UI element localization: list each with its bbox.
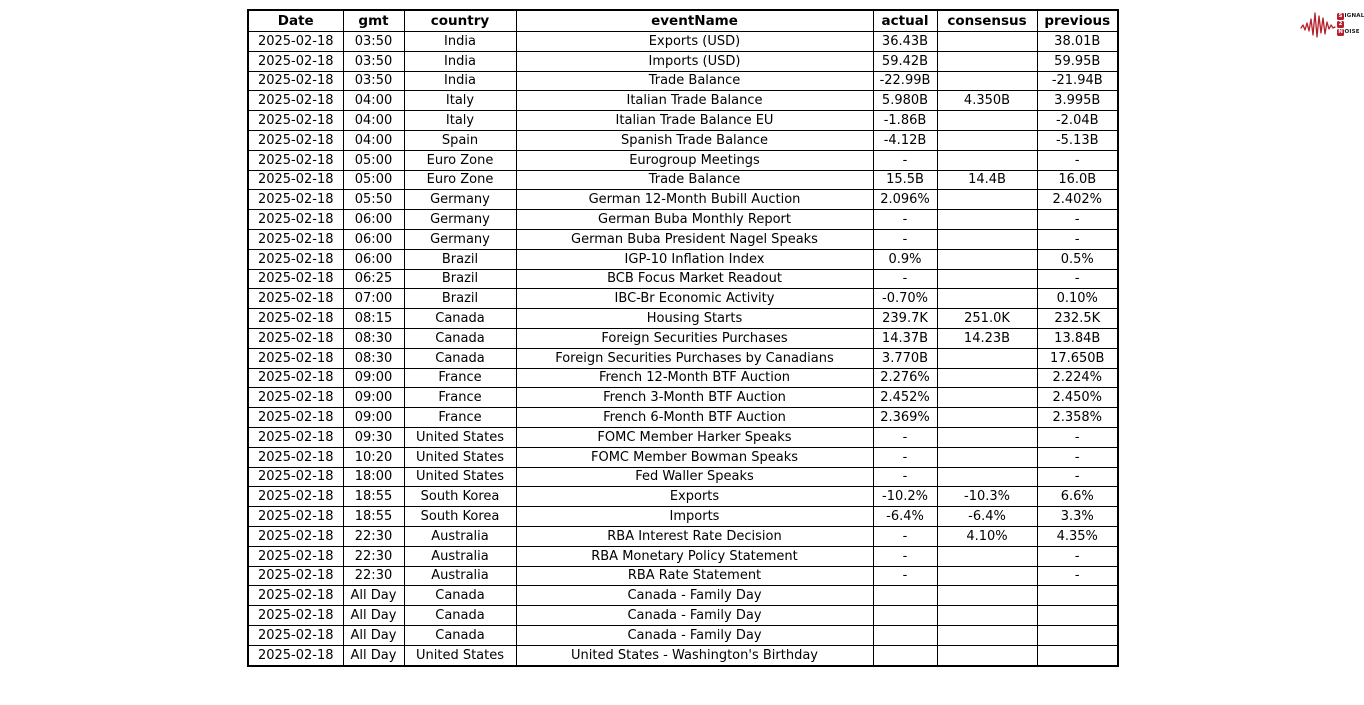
cell-gmt: 10:20 (343, 447, 404, 467)
cell-consensus: 4.10% (937, 526, 1037, 546)
cell-previous: 3.995B (1037, 91, 1118, 111)
cell-date: 2025-02-18 (248, 586, 343, 606)
cell-actual: 14.37B (873, 328, 937, 348)
cell-date: 2025-02-18 (248, 566, 343, 586)
cell-country: Germany (404, 190, 516, 210)
cell-eventname: RBA Rate Statement (516, 566, 873, 586)
cell-actual: - (873, 566, 937, 586)
cell-eventname: Foreign Securities Purchases (516, 328, 873, 348)
cell-country: Germany (404, 229, 516, 249)
cell-eventname: Imports (USD) (516, 51, 873, 71)
cell-previous: 0.10% (1037, 289, 1118, 309)
cell-consensus (937, 467, 1037, 487)
cell-actual: -4.12B (873, 130, 937, 150)
table-row (248, 71, 1118, 91)
logo-line-2 (1337, 21, 1364, 28)
cell-gmt: 06:00 (343, 249, 404, 269)
cell-previous: 17.650B (1037, 348, 1118, 368)
cell-date: 2025-02-18 (248, 447, 343, 467)
cell-gmt: 03:50 (343, 32, 404, 52)
table-row (248, 645, 1118, 665)
signal2noise-logo (1300, 4, 1362, 44)
logo-line-signal (1337, 13, 1364, 20)
cell-consensus (937, 368, 1037, 388)
cell-country: Canada (404, 625, 516, 645)
cell-consensus: -6.4% (937, 507, 1037, 527)
cell-consensus: 251.0K (937, 309, 1037, 329)
table-row (248, 51, 1118, 71)
cell-date: 2025-02-18 (248, 625, 343, 645)
cell-previous (1037, 586, 1118, 606)
table-row (248, 408, 1118, 428)
cell-consensus (937, 289, 1037, 309)
table-row (248, 170, 1118, 190)
table-row (248, 546, 1118, 566)
cell-gmt: 08:15 (343, 309, 404, 329)
cell-actual (873, 645, 937, 665)
cell-previous: 16.0B (1037, 170, 1118, 190)
cell-consensus (937, 210, 1037, 230)
cell-eventname: IBC-Br Economic Activity (516, 289, 873, 309)
table-row (248, 586, 1118, 606)
cell-consensus (937, 586, 1037, 606)
cell-eventname: Trade Balance (516, 170, 873, 190)
cell-eventname: BCB Focus Market Readout (516, 269, 873, 289)
table-row (248, 309, 1118, 329)
column-header-previous: previous (1037, 10, 1118, 32)
cell-eventname: FOMC Member Harker Speaks (516, 427, 873, 447)
cell-eventname: Trade Balance (516, 71, 873, 91)
cell-gmt: 06:00 (343, 210, 404, 230)
cell-actual: 239.7K (873, 309, 937, 329)
cell-eventname: Foreign Securities Purchases by Canadians (516, 348, 873, 368)
cell-actual: -22.99B (873, 71, 937, 91)
cell-date: 2025-02-18 (248, 408, 343, 428)
cell-consensus (937, 190, 1037, 210)
cell-previous: 232.5K (1037, 309, 1118, 329)
table-row (248, 487, 1118, 507)
table-row (248, 130, 1118, 150)
cell-previous: 2.450% (1037, 388, 1118, 408)
cell-actual: - (873, 150, 937, 170)
table-row (248, 606, 1118, 626)
cell-actual: - (873, 467, 937, 487)
cell-previous: 13.84B (1037, 328, 1118, 348)
cell-date: 2025-02-18 (248, 645, 343, 665)
cell-consensus (937, 71, 1037, 91)
cell-consensus (937, 546, 1037, 566)
cell-actual: 36.43B (873, 32, 937, 52)
cell-gmt: 22:30 (343, 546, 404, 566)
cell-previous: 59.95B (1037, 51, 1118, 71)
waveform-icon (1300, 6, 1336, 42)
cell-actual: -1.86B (873, 111, 937, 131)
cell-eventname: Exports (516, 487, 873, 507)
cell-date: 2025-02-18 (248, 51, 343, 71)
table-row (248, 269, 1118, 289)
cell-eventname: Eurogroup Meetings (516, 150, 873, 170)
cell-date: 2025-02-18 (248, 427, 343, 447)
cell-date: 2025-02-18 (248, 546, 343, 566)
table-row (248, 229, 1118, 249)
cell-previous: -5.13B (1037, 130, 1118, 150)
table-row (248, 447, 1118, 467)
cell-gmt: 08:30 (343, 328, 404, 348)
table-row (248, 328, 1118, 348)
cell-previous: 6.6% (1037, 487, 1118, 507)
cell-gmt: 09:00 (343, 368, 404, 388)
cell-previous: - (1037, 467, 1118, 487)
cell-consensus (937, 447, 1037, 467)
cell-date: 2025-02-18 (248, 190, 343, 210)
cell-gmt: 04:00 (343, 130, 404, 150)
cell-consensus (937, 229, 1037, 249)
cell-date: 2025-02-18 (248, 388, 343, 408)
cell-consensus (937, 150, 1037, 170)
cell-country: India (404, 32, 516, 52)
cell-date: 2025-02-18 (248, 32, 343, 52)
logo-noise-label: OISE (1344, 28, 1360, 35)
cell-country: Euro Zone (404, 170, 516, 190)
cell-gmt: 04:00 (343, 91, 404, 111)
cell-actual (873, 625, 937, 645)
cell-previous: - (1037, 427, 1118, 447)
logo-signal-label: IGNAL (1344, 12, 1364, 19)
cell-date: 2025-02-18 (248, 71, 343, 91)
cell-eventname: Housing Starts (516, 309, 873, 329)
table-row (248, 427, 1118, 447)
cell-previous: - (1037, 229, 1118, 249)
cell-previous: 4.35% (1037, 526, 1118, 546)
cell-gmt: 22:30 (343, 566, 404, 586)
cell-eventname: French 3-Month BTF Auction (516, 388, 873, 408)
cell-eventname: Canada - Family Day (516, 625, 873, 645)
cell-gmt: All Day (343, 625, 404, 645)
table-row (248, 150, 1118, 170)
cell-previous: -21.94B (1037, 71, 1118, 91)
cell-country: Brazil (404, 289, 516, 309)
table-row (248, 368, 1118, 388)
cell-consensus: 14.4B (937, 170, 1037, 190)
column-header-country: country (404, 10, 516, 32)
cell-actual (873, 586, 937, 606)
cell-date: 2025-02-18 (248, 289, 343, 309)
logo-line-noise (1337, 29, 1364, 36)
cell-previous: 2.358% (1037, 408, 1118, 428)
table-row (248, 249, 1118, 269)
cell-country: Italy (404, 91, 516, 111)
cell-consensus (937, 111, 1037, 131)
cell-date: 2025-02-18 (248, 328, 343, 348)
cell-consensus (937, 348, 1037, 368)
cell-eventname: Spanish Trade Balance (516, 130, 873, 150)
cell-consensus (937, 249, 1037, 269)
logo-badge-n: N (1338, 28, 1343, 35)
cell-gmt: 05:50 (343, 190, 404, 210)
cell-consensus (937, 625, 1037, 645)
cell-country: France (404, 388, 516, 408)
table-row (248, 111, 1118, 131)
cell-consensus (937, 427, 1037, 447)
cell-eventname: Canada - Family Day (516, 606, 873, 626)
cell-country: Brazil (404, 269, 516, 289)
cell-date: 2025-02-18 (248, 130, 343, 150)
cell-previous: 2.402% (1037, 190, 1118, 210)
cell-date: 2025-02-18 (248, 111, 343, 131)
cell-previous: - (1037, 269, 1118, 289)
cell-actual: - (873, 269, 937, 289)
cell-previous (1037, 625, 1118, 645)
cell-date: 2025-02-18 (248, 507, 343, 527)
cell-country: Canada (404, 606, 516, 626)
cell-consensus: 14.23B (937, 328, 1037, 348)
cell-country: Australia (404, 546, 516, 566)
cell-actual: - (873, 526, 937, 546)
cell-country: South Korea (404, 487, 516, 507)
cell-country: Germany (404, 210, 516, 230)
cell-eventname: German Buba Monthly Report (516, 210, 873, 230)
economic-calendar (247, 9, 1119, 667)
cell-previous: 2.224% (1037, 368, 1118, 388)
cell-date: 2025-02-18 (248, 229, 343, 249)
table-row (248, 190, 1118, 210)
cell-consensus: -10.3% (937, 487, 1037, 507)
cell-gmt: 09:00 (343, 388, 404, 408)
cell-gmt: 09:30 (343, 427, 404, 447)
cell-gmt: 07:00 (343, 289, 404, 309)
cell-eventname: FOMC Member Bowman Speaks (516, 447, 873, 467)
table-row (248, 91, 1118, 111)
cell-country: United States (404, 645, 516, 665)
cell-country: Australia (404, 526, 516, 546)
table-row (248, 467, 1118, 487)
cell-eventname: Canada - Family Day (516, 586, 873, 606)
cell-actual: 2.096% (873, 190, 937, 210)
cell-gmt: 05:00 (343, 150, 404, 170)
cell-eventname: Imports (516, 507, 873, 527)
cell-gmt: 03:50 (343, 71, 404, 91)
table-row (248, 526, 1118, 546)
cell-actual: -6.4% (873, 507, 937, 527)
cell-consensus (937, 388, 1037, 408)
cell-country: France (404, 368, 516, 388)
cell-eventname: Exports (USD) (516, 32, 873, 52)
cell-consensus (937, 606, 1037, 626)
cell-consensus (937, 645, 1037, 665)
cell-date: 2025-02-18 (248, 150, 343, 170)
cell-country: United States (404, 467, 516, 487)
cell-country: Italy (404, 111, 516, 131)
cell-country: Euro Zone (404, 150, 516, 170)
cell-date: 2025-02-18 (248, 467, 343, 487)
cell-eventname: Italian Trade Balance (516, 91, 873, 111)
cell-previous: 3.3% (1037, 507, 1118, 527)
cell-actual: - (873, 210, 937, 230)
cell-previous: - (1037, 210, 1118, 230)
table-row (248, 388, 1118, 408)
cell-gmt: 04:00 (343, 111, 404, 131)
cell-country: Canada (404, 586, 516, 606)
cell-country: Canada (404, 309, 516, 329)
cell-previous: 38.01B (1037, 32, 1118, 52)
cell-country: Spain (404, 130, 516, 150)
cell-consensus (937, 51, 1037, 71)
cell-eventname: United States - Washington's Birthday (516, 645, 873, 665)
cell-date: 2025-02-18 (248, 249, 343, 269)
cell-actual: -0.70% (873, 289, 937, 309)
cell-actual: 5.980B (873, 91, 937, 111)
cell-actual: 59.42B (873, 51, 937, 71)
cell-country: India (404, 51, 516, 71)
logo-badge-s: S (1338, 12, 1343, 19)
cell-previous: - (1037, 447, 1118, 467)
table-row (248, 32, 1118, 52)
cell-gmt: 08:30 (343, 348, 404, 368)
cell-eventname: RBA Monetary Policy Statement (516, 546, 873, 566)
cell-previous: - (1037, 566, 1118, 586)
cell-actual: 0.9% (873, 249, 937, 269)
events-table (247, 9, 1119, 667)
cell-eventname: RBA Interest Rate Decision (516, 526, 873, 546)
cell-country: Australia (404, 566, 516, 586)
cell-date: 2025-02-18 (248, 91, 343, 111)
cell-date: 2025-02-18 (248, 606, 343, 626)
column-header-eventname: eventName (516, 10, 873, 32)
cell-consensus (937, 269, 1037, 289)
cell-actual: - (873, 546, 937, 566)
cell-consensus: 4.350B (937, 91, 1037, 111)
cell-gmt: 18:00 (343, 467, 404, 487)
cell-previous: -2.04B (1037, 111, 1118, 131)
cell-eventname: Italian Trade Balance EU (516, 111, 873, 131)
cell-previous: - (1037, 546, 1118, 566)
cell-gmt: 18:55 (343, 487, 404, 507)
cell-country: Canada (404, 328, 516, 348)
table-row (248, 625, 1118, 645)
table-row (248, 348, 1118, 368)
cell-previous (1037, 645, 1118, 665)
cell-eventname: IGP-10 Inflation Index (516, 249, 873, 269)
cell-actual: 2.452% (873, 388, 937, 408)
table-row (248, 507, 1118, 527)
cell-country: South Korea (404, 507, 516, 527)
cell-eventname: French 6-Month BTF Auction (516, 408, 873, 428)
table-row (248, 566, 1118, 586)
cell-gmt: All Day (343, 606, 404, 626)
cell-gmt: 06:00 (343, 229, 404, 249)
cell-country: India (404, 71, 516, 91)
cell-previous: 0.5% (1037, 249, 1118, 269)
cell-actual: 2.276% (873, 368, 937, 388)
cell-gmt: 06:25 (343, 269, 404, 289)
cell-actual: 15.5B (873, 170, 937, 190)
cell-actual: - (873, 229, 937, 249)
cell-gmt: All Day (343, 645, 404, 665)
cell-date: 2025-02-18 (248, 348, 343, 368)
cell-actual (873, 606, 937, 626)
cell-country: France (404, 408, 516, 428)
cell-date: 2025-02-18 (248, 269, 343, 289)
cell-gmt: 05:00 (343, 170, 404, 190)
cell-gmt: 22:30 (343, 526, 404, 546)
cell-actual: -10.2% (873, 487, 937, 507)
cell-consensus (937, 32, 1037, 52)
cell-country: Brazil (404, 249, 516, 269)
cell-actual: 3.770B (873, 348, 937, 368)
cell-actual: - (873, 427, 937, 447)
cell-eventname: German Buba President Nagel Speaks (516, 229, 873, 249)
column-header-gmt: gmt (343, 10, 404, 32)
cell-date: 2025-02-18 (248, 210, 343, 230)
cell-gmt: All Day (343, 586, 404, 606)
cell-eventname: German 12-Month Bubill Auction (516, 190, 873, 210)
column-header-consensus: consensus (937, 10, 1037, 32)
cell-actual: - (873, 447, 937, 467)
table-row (248, 210, 1118, 230)
column-header-date: Date (248, 10, 343, 32)
cell-gmt: 09:00 (343, 408, 404, 428)
column-header-actual: actual (873, 10, 937, 32)
header-row (248, 10, 1118, 32)
cell-date: 2025-02-18 (248, 170, 343, 190)
cell-gmt: 18:55 (343, 507, 404, 527)
cell-consensus (937, 408, 1037, 428)
logo-badge-2: 2 (1338, 20, 1343, 27)
cell-previous: - (1037, 150, 1118, 170)
cell-actual: 2.369% (873, 408, 937, 428)
cell-eventname: Fed Waller Speaks (516, 467, 873, 487)
cell-country: Canada (404, 348, 516, 368)
cell-date: 2025-02-18 (248, 487, 343, 507)
logo-text (1337, 13, 1364, 36)
cell-gmt: 03:50 (343, 51, 404, 71)
cell-country: United States (404, 447, 516, 467)
cell-date: 2025-02-18 (248, 309, 343, 329)
table-row (248, 289, 1118, 309)
cell-consensus (937, 130, 1037, 150)
cell-eventname: French 12-Month BTF Auction (516, 368, 873, 388)
cell-date: 2025-02-18 (248, 526, 343, 546)
cell-previous (1037, 606, 1118, 626)
cell-country: United States (404, 427, 516, 447)
cell-date: 2025-02-18 (248, 368, 343, 388)
cell-consensus (937, 566, 1037, 586)
